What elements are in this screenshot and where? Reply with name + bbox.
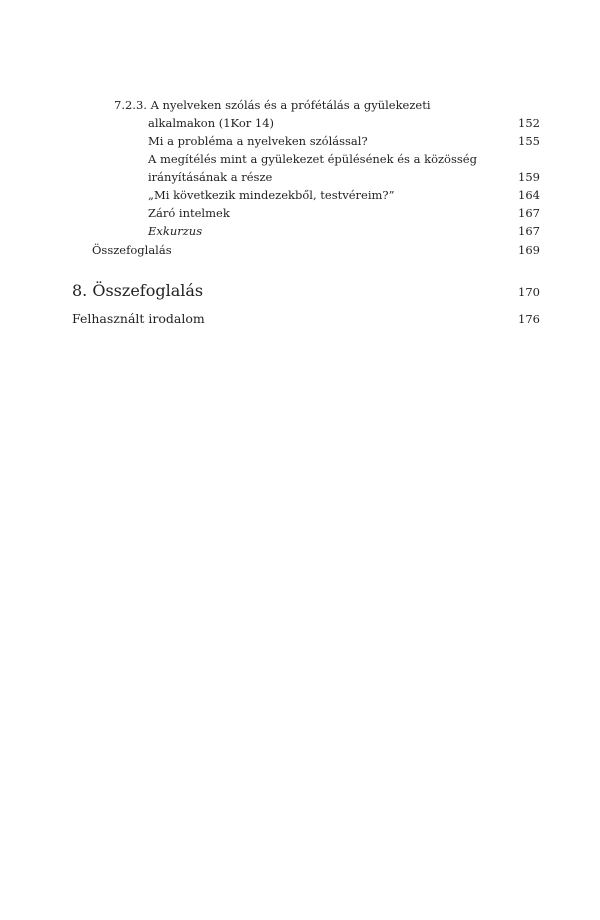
toc-entry bbox=[148, 223, 540, 239]
toc-entry-label: A megítélés mint a gyülekezet épülésének és a közösség bbox=[148, 152, 477, 166]
toc-entry-line1 bbox=[148, 151, 540, 167]
page-number: 170 bbox=[518, 285, 540, 299]
toc-entry bbox=[148, 187, 540, 203]
toc-entry-7-2-3-line2 bbox=[148, 115, 540, 131]
toc-entry-label: irányításának a része bbox=[148, 170, 273, 184]
toc-chapter-8 bbox=[72, 281, 540, 301]
toc-bibliography bbox=[72, 311, 540, 327]
toc-entry-7-2-3-line1 bbox=[114, 97, 540, 113]
page-number: 167 bbox=[518, 224, 540, 238]
chapter-title: 8. Összefoglalás bbox=[72, 281, 204, 300]
page-number: 164 bbox=[518, 188, 540, 202]
toc-entry-label: Záró intelmek bbox=[148, 206, 230, 220]
section-title-line2: alkalmakon (1Kor 14) bbox=[148, 116, 275, 130]
page-number: 167 bbox=[518, 206, 540, 220]
toc-entry-summary bbox=[92, 242, 540, 258]
toc-entry-label: Exkurzus bbox=[148, 224, 203, 238]
page-number: 152 bbox=[518, 116, 540, 130]
toc-entry bbox=[148, 205, 540, 221]
page-number: 169 bbox=[518, 243, 540, 257]
page-number: 176 bbox=[518, 312, 540, 326]
bibliography-title: Felhasznált irodalom bbox=[72, 311, 205, 326]
toc-entry bbox=[148, 133, 540, 149]
toc-entry-label: Összefoglalás bbox=[92, 243, 172, 257]
page-number: 155 bbox=[518, 134, 540, 148]
toc-entry-label bbox=[114, 97, 431, 113]
toc-entry-label: „Mi következik mindezekből, testvéreim?” bbox=[148, 188, 395, 202]
section-title-line1: A nyelveken szólás és a prófétálás a gyülekezeti bbox=[150, 98, 431, 112]
toc-entry-label: Mi a probléma a nyelveken szólással? bbox=[148, 134, 368, 148]
toc-entry-line2 bbox=[148, 169, 540, 185]
page-number: 159 bbox=[518, 170, 540, 184]
section-number: 7.2.3. bbox=[114, 98, 147, 112]
